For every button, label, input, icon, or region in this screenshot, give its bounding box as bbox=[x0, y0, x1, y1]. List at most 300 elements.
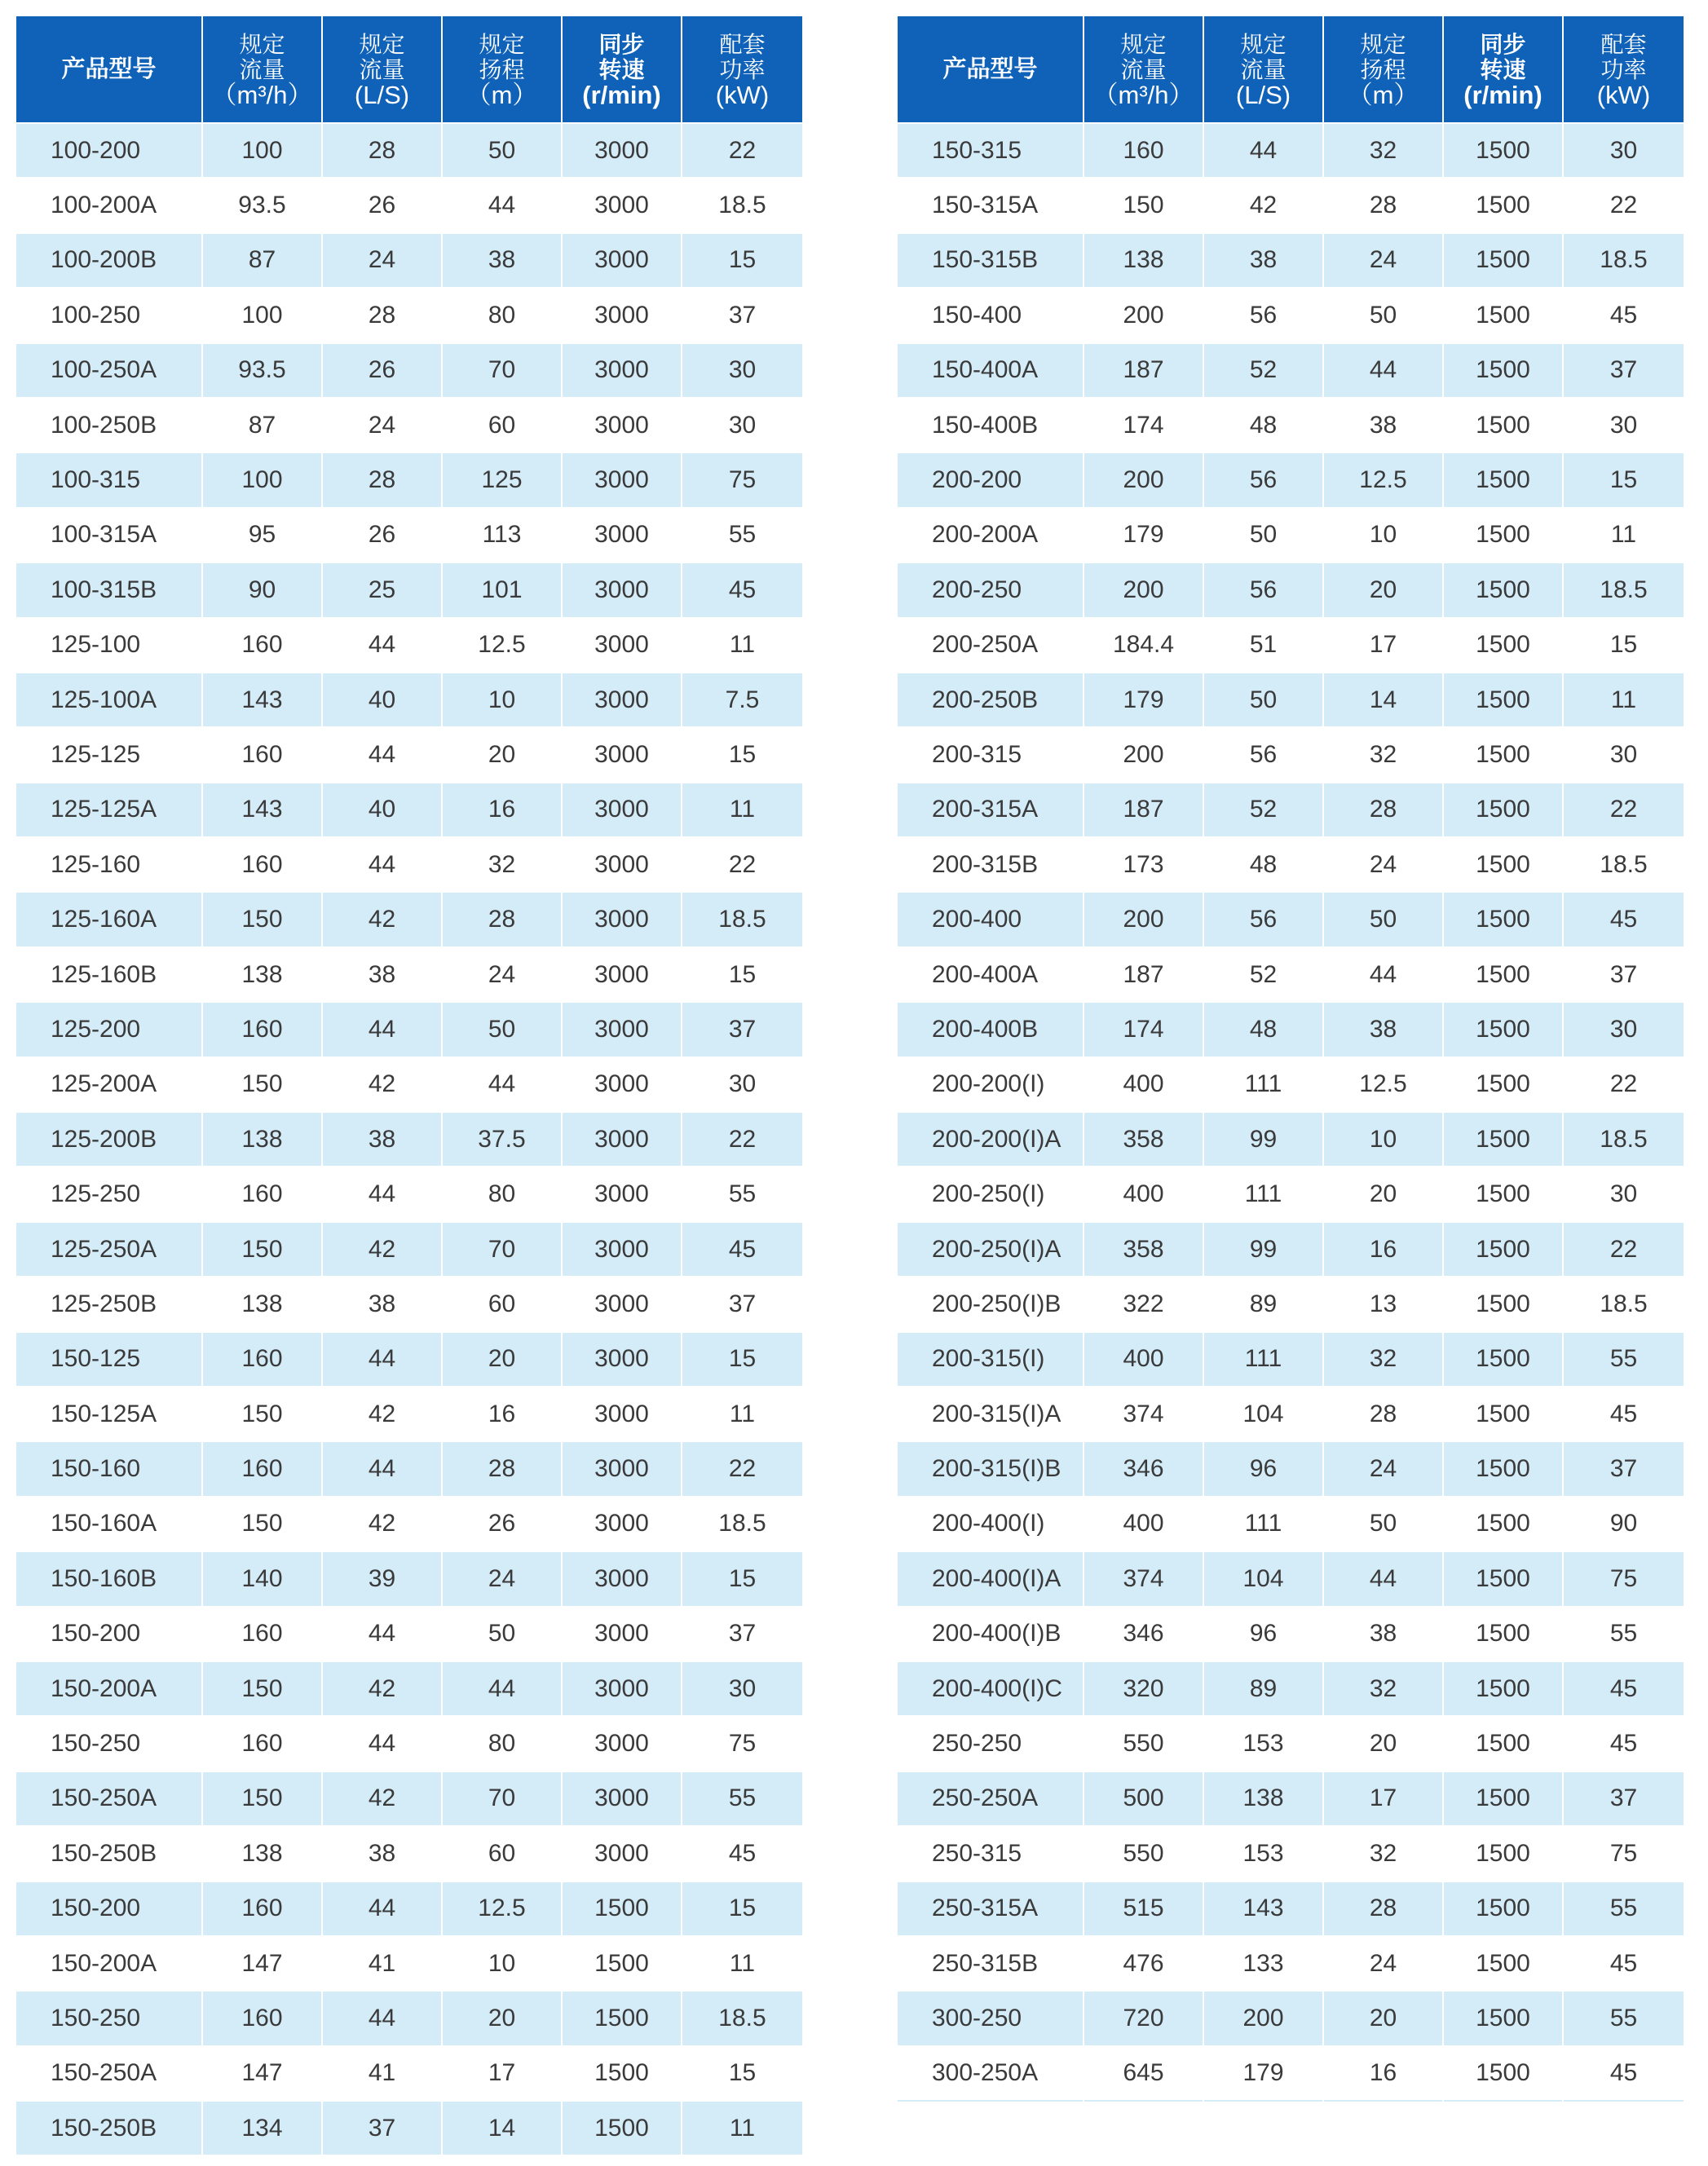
table-row bbox=[898, 1387, 1684, 1441]
cell-head: 12.5 bbox=[442, 1881, 562, 1936]
cell-flow-m3h: 147 bbox=[202, 2046, 322, 2101]
cell-flow-ls: 99 bbox=[1203, 1112, 1323, 1167]
cell-flow-ls: 56 bbox=[1203, 562, 1323, 617]
cell-flow-m3h: 150 bbox=[202, 1771, 322, 1826]
cell-flow-ls: 42 bbox=[322, 1387, 442, 1441]
cell-flow-ls: 48 bbox=[1203, 398, 1323, 452]
table-row bbox=[898, 1826, 1684, 1881]
cell-head: 60 bbox=[442, 1826, 562, 1881]
cell-head: 17 bbox=[442, 2046, 562, 2101]
cell-head: 44 bbox=[1323, 343, 1443, 398]
cell-speed: 1500 bbox=[562, 1936, 682, 1991]
cell-power: 55 bbox=[682, 1771, 802, 1826]
table-row bbox=[898, 1277, 1684, 1331]
table-row bbox=[898, 123, 1684, 178]
cell-head: 16 bbox=[442, 783, 562, 837]
table-row bbox=[16, 123, 802, 178]
cell-flow-ls: 44 bbox=[322, 1716, 442, 1771]
cell-speed: 3000 bbox=[562, 618, 682, 673]
cell-flow-ls: 104 bbox=[1203, 1551, 1323, 1606]
cell-head: 28 bbox=[1323, 783, 1443, 837]
cell-power: 7.5 bbox=[682, 673, 802, 727]
cell-flow-m3h: 173 bbox=[1083, 837, 1203, 892]
cell-model: 150-250 bbox=[16, 1716, 202, 1771]
right-spec-table-panel bbox=[898, 16, 1684, 2102]
cell-power: 18.5 bbox=[1563, 562, 1684, 617]
cell-model: 200-315B bbox=[898, 837, 1083, 892]
cell-head: 50 bbox=[442, 1002, 562, 1057]
table-row bbox=[16, 1222, 802, 1277]
cell-model: 200-200A bbox=[898, 508, 1083, 562]
cell-flow-m3h: 200 bbox=[1083, 452, 1203, 507]
cell-power: 55 bbox=[682, 508, 802, 562]
cell-head: 20 bbox=[442, 727, 562, 782]
cell-power: 75 bbox=[1563, 1551, 1684, 1606]
cell-head: 20 bbox=[442, 1991, 562, 2045]
table-row bbox=[16, 1057, 802, 1112]
cell-model: 125-125 bbox=[16, 727, 202, 782]
cell-model: 200-250(I) bbox=[898, 1167, 1083, 1221]
table-row bbox=[898, 1332, 1684, 1387]
cell-head: 24 bbox=[1323, 1936, 1443, 1991]
cell-head: 80 bbox=[442, 288, 562, 342]
cell-power: 45 bbox=[682, 1222, 802, 1277]
cell-speed: 1500 bbox=[1443, 1551, 1563, 1606]
cell-power: 11 bbox=[682, 618, 802, 673]
cell-model: 100-315A bbox=[16, 508, 202, 562]
cell-flow-m3h: 100 bbox=[202, 452, 322, 507]
table-row bbox=[898, 233, 1684, 288]
cell-flow-m3h: 645 bbox=[1083, 2046, 1203, 2101]
cell-model: 150-400 bbox=[898, 288, 1083, 342]
cell-model: 200-200(I) bbox=[898, 1057, 1083, 1112]
cell-power: 15 bbox=[682, 2046, 802, 2101]
cell-flow-m3h: 147 bbox=[202, 1936, 322, 1991]
cell-power: 55 bbox=[1563, 1991, 1684, 2045]
cell-head: 10 bbox=[442, 673, 562, 727]
table-row bbox=[898, 452, 1684, 507]
cell-power: 22 bbox=[1563, 178, 1684, 232]
cell-flow-ls: 38 bbox=[322, 947, 442, 1002]
cell-speed: 1500 bbox=[1443, 343, 1563, 398]
cell-head: 38 bbox=[1323, 398, 1443, 452]
cell-power: 30 bbox=[1563, 123, 1684, 178]
cell-model: 125-200 bbox=[16, 1002, 202, 1057]
cell-flow-ls: 44 bbox=[322, 1441, 442, 1496]
cell-flow-ls: 44 bbox=[322, 1167, 442, 1221]
cell-power: 15 bbox=[1563, 618, 1684, 673]
cell-flow-m3h: 150 bbox=[202, 892, 322, 946]
cell-head: 12.5 bbox=[1323, 452, 1443, 507]
table-row bbox=[16, 618, 802, 673]
cell-power: 18.5 bbox=[1563, 1112, 1684, 1167]
cell-head: 44 bbox=[1323, 947, 1443, 1002]
cell-flow-ls: 38 bbox=[322, 1112, 442, 1167]
cell-speed: 3000 bbox=[562, 1497, 682, 1551]
cell-flow-m3h: 160 bbox=[1083, 123, 1203, 178]
cell-head: 28 bbox=[1323, 178, 1443, 232]
cell-model: 200-250 bbox=[898, 562, 1083, 617]
cell-power: 18.5 bbox=[682, 1991, 802, 2045]
cell-model: 125-100 bbox=[16, 618, 202, 673]
cell-power: 55 bbox=[1563, 1332, 1684, 1387]
table-row bbox=[16, 673, 802, 727]
cell-model: 200-400B bbox=[898, 1002, 1083, 1057]
cell-model: 200-250(I)B bbox=[898, 1277, 1083, 1331]
cell-speed: 1500 bbox=[1443, 618, 1563, 673]
cell-speed: 3000 bbox=[562, 1002, 682, 1057]
table-row bbox=[16, 727, 802, 782]
cell-speed: 1500 bbox=[1443, 1112, 1563, 1167]
cell-flow-ls: 44 bbox=[322, 1991, 442, 2045]
table-row bbox=[898, 837, 1684, 892]
cell-flow-ls: 44 bbox=[322, 618, 442, 673]
cell-flow-m3h: 374 bbox=[1083, 1387, 1203, 1441]
cell-flow-m3h: 100 bbox=[202, 288, 322, 342]
cell-speed: 1500 bbox=[1443, 1332, 1563, 1387]
table-row bbox=[898, 1881, 1684, 1936]
cell-model: 150-200 bbox=[16, 1881, 202, 1936]
cell-speed: 1500 bbox=[1443, 1441, 1563, 1496]
table-header-row bbox=[898, 16, 1684, 123]
header-flow-ls: 规定 流量 (L/S) bbox=[1203, 16, 1323, 123]
cell-flow-m3h: 160 bbox=[202, 837, 322, 892]
cell-flow-m3h: 160 bbox=[202, 1002, 322, 1057]
table-row bbox=[16, 892, 802, 946]
right-spec-table bbox=[898, 16, 1684, 2102]
cell-model: 100-200 bbox=[16, 123, 202, 178]
cell-head: 16 bbox=[442, 1387, 562, 1441]
cell-model: 200-200 bbox=[898, 452, 1083, 507]
header-model: 产品型号 bbox=[16, 16, 202, 123]
cell-power: 37 bbox=[1563, 343, 1684, 398]
cell-head: 28 bbox=[442, 1441, 562, 1496]
cell-speed: 3000 bbox=[562, 1112, 682, 1167]
cell-speed: 1500 bbox=[1443, 837, 1563, 892]
cell-speed: 1500 bbox=[1443, 1936, 1563, 1991]
cell-model: 100-250A bbox=[16, 343, 202, 398]
cell-speed: 1500 bbox=[1443, 892, 1563, 946]
table-row bbox=[898, 398, 1684, 452]
cell-flow-ls: 40 bbox=[322, 673, 442, 727]
cell-speed: 1500 bbox=[1443, 562, 1563, 617]
cell-model: 100-315 bbox=[16, 452, 202, 507]
cell-flow-m3h: 87 bbox=[202, 233, 322, 288]
cell-flow-ls: 38 bbox=[1203, 233, 1323, 288]
cell-flow-ls: 51 bbox=[1203, 618, 1323, 673]
cell-power: 45 bbox=[1563, 1936, 1684, 1991]
cell-head: 28 bbox=[442, 892, 562, 946]
cell-model: 125-100A bbox=[16, 673, 202, 727]
cell-model: 150-160B bbox=[16, 1551, 202, 1606]
cell-speed: 1500 bbox=[562, 1991, 682, 2045]
header-head: 规定 扬程 （m） bbox=[1323, 16, 1443, 123]
table-row bbox=[898, 1716, 1684, 1771]
cell-flow-ls: 111 bbox=[1203, 1332, 1323, 1387]
cell-flow-ls: 28 bbox=[322, 123, 442, 178]
cell-head: 70 bbox=[442, 343, 562, 398]
cell-flow-ls: 37 bbox=[322, 2101, 442, 2155]
left-spec-table bbox=[16, 16, 802, 2155]
cell-head: 70 bbox=[442, 1222, 562, 1277]
table-row bbox=[16, 1826, 802, 1881]
cell-speed: 3000 bbox=[562, 1826, 682, 1881]
table-row bbox=[16, 562, 802, 617]
table-row bbox=[898, 1167, 1684, 1221]
cell-flow-ls: 28 bbox=[322, 452, 442, 507]
cell-speed: 3000 bbox=[562, 1167, 682, 1221]
cell-flow-m3h: 138 bbox=[202, 947, 322, 1002]
cell-speed: 3000 bbox=[562, 892, 682, 946]
cell-flow-m3h: 150 bbox=[202, 1387, 322, 1441]
cell-power: 75 bbox=[682, 1716, 802, 1771]
table-row bbox=[898, 1771, 1684, 1826]
cell-flow-m3h: 200 bbox=[1083, 727, 1203, 782]
cell-flow-ls: 44 bbox=[322, 727, 442, 782]
cell-speed: 3000 bbox=[562, 233, 682, 288]
cell-head: 70 bbox=[442, 1771, 562, 1826]
cell-model: 200-400(I) bbox=[898, 1497, 1083, 1551]
cell-flow-ls: 38 bbox=[322, 1826, 442, 1881]
cell-flow-ls: 44 bbox=[322, 1002, 442, 1057]
cell-speed: 1500 bbox=[1443, 1661, 1563, 1716]
cell-flow-ls: 111 bbox=[1203, 1497, 1323, 1551]
cell-model: 150-250B bbox=[16, 1826, 202, 1881]
cell-flow-ls: 56 bbox=[1203, 727, 1323, 782]
cell-flow-m3h: 400 bbox=[1083, 1167, 1203, 1221]
cell-model: 200-400(I)C bbox=[898, 1661, 1083, 1716]
cell-flow-m3h: 400 bbox=[1083, 1497, 1203, 1551]
cell-flow-m3h: 160 bbox=[202, 1607, 322, 1661]
cell-model: 150-200A bbox=[16, 1661, 202, 1716]
cell-flow-ls: 96 bbox=[1203, 1607, 1323, 1661]
cell-flow-ls: 38 bbox=[322, 1277, 442, 1331]
cell-flow-m3h: 174 bbox=[1083, 398, 1203, 452]
header-speed: 同步 转速 (r/min) bbox=[1443, 16, 1563, 123]
cell-speed: 3000 bbox=[562, 178, 682, 232]
header-head: 规定 扬程 （m） bbox=[442, 16, 562, 123]
cell-flow-m3h: 184.4 bbox=[1083, 618, 1203, 673]
cell-model: 200-250A bbox=[898, 618, 1083, 673]
cell-power: 15 bbox=[682, 727, 802, 782]
cell-speed: 1500 bbox=[1443, 727, 1563, 782]
table-row bbox=[898, 1222, 1684, 1277]
cell-model: 150-200A bbox=[16, 1936, 202, 1991]
table-row bbox=[16, 1167, 802, 1221]
cell-model: 200-400(I)A bbox=[898, 1551, 1083, 1606]
cell-flow-m3h: 322 bbox=[1083, 1277, 1203, 1331]
cell-head: 16 bbox=[1323, 1222, 1443, 1277]
cell-speed: 3000 bbox=[562, 1332, 682, 1387]
cell-flow-m3h: 550 bbox=[1083, 1716, 1203, 1771]
cell-flow-m3h: 550 bbox=[1083, 1826, 1203, 1881]
cell-flow-ls: 44 bbox=[322, 837, 442, 892]
table-row bbox=[16, 343, 802, 398]
cell-flow-ls: 56 bbox=[1203, 288, 1323, 342]
cell-flow-ls: 24 bbox=[322, 398, 442, 452]
cell-model: 150-250B bbox=[16, 2101, 202, 2155]
cell-power: 30 bbox=[682, 398, 802, 452]
table-row bbox=[16, 1441, 802, 1496]
cell-flow-ls: 26 bbox=[322, 508, 442, 562]
cell-flow-m3h: 90 bbox=[202, 562, 322, 617]
cell-power: 37 bbox=[1563, 947, 1684, 1002]
cell-power: 15 bbox=[682, 233, 802, 288]
cell-model: 150-315B bbox=[898, 233, 1083, 288]
cell-head: 24 bbox=[1323, 1441, 1443, 1496]
cell-power: 75 bbox=[1563, 1826, 1684, 1881]
cell-model: 100-200B bbox=[16, 233, 202, 288]
table-row bbox=[898, 288, 1684, 342]
cell-model: 150-400A bbox=[898, 343, 1083, 398]
table-row bbox=[898, 1607, 1684, 1661]
cell-flow-m3h: 160 bbox=[202, 1881, 322, 1936]
cell-model: 200-250(I)A bbox=[898, 1222, 1083, 1277]
cell-flow-m3h: 100 bbox=[202, 123, 322, 178]
cell-flow-m3h: 93.5 bbox=[202, 343, 322, 398]
cell-head: 14 bbox=[1323, 673, 1443, 727]
cell-flow-m3h: 200 bbox=[1083, 288, 1203, 342]
cell-head: 32 bbox=[442, 837, 562, 892]
cell-flow-ls: 56 bbox=[1203, 452, 1323, 507]
table-row bbox=[898, 1441, 1684, 1496]
left-spec-table-panel bbox=[16, 16, 802, 2155]
table-row bbox=[898, 727, 1684, 782]
table-row bbox=[16, 1112, 802, 1167]
cell-power: 37 bbox=[682, 1277, 802, 1331]
table-row bbox=[898, 562, 1684, 617]
cell-head: 32 bbox=[1323, 727, 1443, 782]
cell-speed: 3000 bbox=[562, 1387, 682, 1441]
table-row bbox=[898, 892, 1684, 946]
cell-speed: 1500 bbox=[1443, 1167, 1563, 1221]
table-row bbox=[16, 452, 802, 507]
cell-power: 90 bbox=[1563, 1497, 1684, 1551]
cell-power: 45 bbox=[1563, 892, 1684, 946]
cell-head: 26 bbox=[442, 1497, 562, 1551]
cell-flow-m3h: 138 bbox=[1083, 233, 1203, 288]
cell-power: 15 bbox=[682, 947, 802, 1002]
cell-power: 55 bbox=[1563, 1881, 1684, 1936]
cell-flow-ls: 99 bbox=[1203, 1222, 1323, 1277]
cell-head: 32 bbox=[1323, 123, 1443, 178]
cell-flow-m3h: 160 bbox=[202, 1991, 322, 2045]
cell-power: 45 bbox=[682, 562, 802, 617]
cell-speed: 1500 bbox=[1443, 1057, 1563, 1112]
cell-head: 13 bbox=[1323, 1277, 1443, 1331]
cell-head: 38 bbox=[442, 233, 562, 288]
cell-head: 44 bbox=[442, 1057, 562, 1112]
cell-flow-ls: 41 bbox=[322, 2046, 442, 2101]
cell-model: 200-400A bbox=[898, 947, 1083, 1002]
cell-power: 45 bbox=[1563, 2046, 1684, 2101]
cell-model: 125-250B bbox=[16, 1277, 202, 1331]
cell-model: 250-315B bbox=[898, 1936, 1083, 1991]
cell-flow-m3h: 374 bbox=[1083, 1551, 1203, 1606]
table-row bbox=[16, 178, 802, 232]
cell-model: 125-125A bbox=[16, 783, 202, 837]
table-row bbox=[16, 1936, 802, 1991]
cell-flow-m3h: 174 bbox=[1083, 1002, 1203, 1057]
cell-power: 18.5 bbox=[682, 1497, 802, 1551]
cell-flow-ls: 50 bbox=[1203, 508, 1323, 562]
cell-model: 200-315A bbox=[898, 783, 1083, 837]
cell-head: 20 bbox=[1323, 1991, 1443, 2045]
header-power: 配套 功率 (kW) bbox=[1563, 16, 1684, 123]
cell-flow-ls: 24 bbox=[322, 233, 442, 288]
cell-flow-m3h: 150 bbox=[202, 1222, 322, 1277]
cell-model: 250-315A bbox=[898, 1881, 1083, 1936]
cell-model: 150-250A bbox=[16, 2046, 202, 2101]
cell-head: 50 bbox=[1323, 892, 1443, 946]
cell-speed: 1500 bbox=[1443, 508, 1563, 562]
cell-head: 44 bbox=[442, 1661, 562, 1716]
cell-model: 100-200A bbox=[16, 178, 202, 232]
cell-head: 24 bbox=[442, 947, 562, 1002]
cell-head: 80 bbox=[442, 1167, 562, 1221]
cell-head: 44 bbox=[442, 178, 562, 232]
cell-head: 17 bbox=[1323, 618, 1443, 673]
cell-model: 300-250 bbox=[898, 1991, 1083, 2045]
cell-head: 10 bbox=[1323, 508, 1443, 562]
table-header-row bbox=[16, 16, 802, 123]
cell-head: 37.5 bbox=[442, 1112, 562, 1167]
cell-flow-ls: 96 bbox=[1203, 1441, 1323, 1496]
cell-head: 20 bbox=[442, 1332, 562, 1387]
cell-power: 22 bbox=[1563, 1057, 1684, 1112]
cell-model: 150-315 bbox=[898, 123, 1083, 178]
cell-power: 30 bbox=[1563, 398, 1684, 452]
cell-head: 113 bbox=[442, 508, 562, 562]
cell-head: 12.5 bbox=[442, 618, 562, 673]
cell-head: 60 bbox=[442, 398, 562, 452]
cell-power: 22 bbox=[682, 837, 802, 892]
cell-flow-ls: 44 bbox=[322, 1881, 442, 1936]
cell-power: 15 bbox=[682, 1551, 802, 1606]
cell-speed: 3000 bbox=[562, 1277, 682, 1331]
cell-power: 30 bbox=[1563, 1167, 1684, 1221]
cell-head: 60 bbox=[442, 1277, 562, 1331]
cell-speed: 1500 bbox=[1443, 178, 1563, 232]
table-row bbox=[16, 508, 802, 562]
cell-flow-m3h: 400 bbox=[1083, 1057, 1203, 1112]
cell-flow-m3h: 187 bbox=[1083, 947, 1203, 1002]
header-power: 配套 功率 (kW) bbox=[682, 16, 802, 123]
cell-speed: 1500 bbox=[1443, 2046, 1563, 2101]
cell-head: 32 bbox=[1323, 1661, 1443, 1716]
table-row bbox=[16, 288, 802, 342]
cell-flow-ls: 48 bbox=[1203, 837, 1323, 892]
cell-speed: 1500 bbox=[1443, 1387, 1563, 1441]
cell-power: 37 bbox=[1563, 1441, 1684, 1496]
cell-flow-m3h: 140 bbox=[202, 1551, 322, 1606]
cell-speed: 1500 bbox=[1443, 1826, 1563, 1881]
cell-flow-m3h: 500 bbox=[1083, 1771, 1203, 1826]
cell-speed: 3000 bbox=[562, 727, 682, 782]
cell-flow-ls: 42 bbox=[322, 1497, 442, 1551]
cell-flow-ls: 179 bbox=[1203, 2046, 1323, 2101]
cell-flow-ls: 138 bbox=[1203, 1771, 1323, 1826]
cell-model: 200-315(I)B bbox=[898, 1441, 1083, 1496]
cell-power: 11 bbox=[1563, 508, 1684, 562]
cell-flow-m3h: 143 bbox=[202, 783, 322, 837]
cell-model: 200-315(I)A bbox=[898, 1387, 1083, 1441]
cell-flow-ls: 40 bbox=[322, 783, 442, 837]
cell-speed: 1500 bbox=[1443, 1607, 1563, 1661]
cell-speed: 1500 bbox=[1443, 673, 1563, 727]
cell-head: 44 bbox=[1323, 1551, 1443, 1606]
cell-speed: 1500 bbox=[1443, 123, 1563, 178]
